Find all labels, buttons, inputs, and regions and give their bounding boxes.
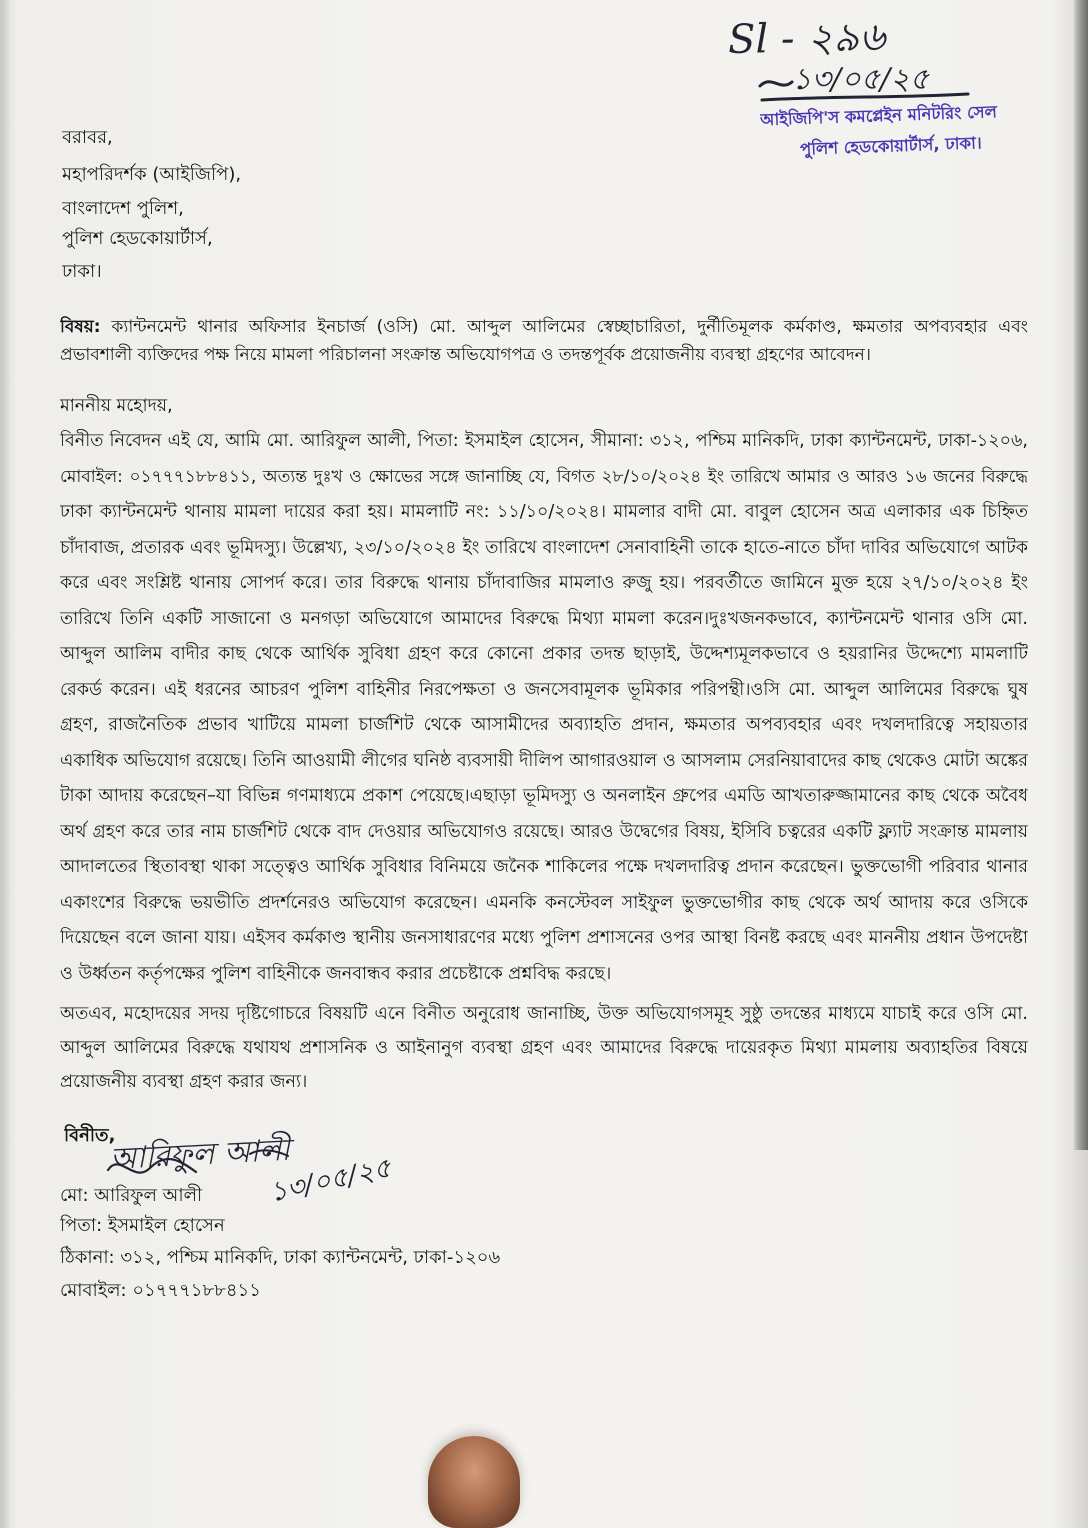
sender-mobile: মোবাইল: ০১৭৭৭১৮৮৪১১ [60, 1280, 261, 1301]
handwritten-serial-number: Sl - ২৯৬ [727, 14, 886, 63]
body-line: দিয়েছেন বলে জানা যায়। এইসব কর্মকাণ্ড স্থানীয় জনসাধারণের মধ্যে পুলিশ প্রশাসনের ওপর আস্থা বিনষ্ট করছে এবং মাননীয় প্রধান উপদেষ্টা [60, 928, 1028, 948]
sender-address: ঠিকানা: ৩১২, পশ্চিম মানিকদি, ঢাকা ক্যান্টনমেন্ট, ঢাকা-১২০৬ [60, 1247, 501, 1268]
closing-paragraph [60, 997, 1028, 1099]
thumb-in-photo [428, 1436, 520, 1528]
addressee-line: বাংলাদেশ পুলিশ, [62, 198, 184, 219]
right-edge-shadow [1074, 0, 1088, 1150]
complaint-cell-stamp-line2: পুলিশ হেডকোয়ার্টার্স, ঢাকা। [799, 133, 983, 159]
body-line: ও উর্ধ্বতন কর্তৃপক্ষের পুলিশ বাহিনীকে জনবান্ধব করার প্রচেষ্টাকে প্রশ্নবিদ্ধ করছে। [60, 963, 612, 984]
complaint-cell-stamp-line1: আইজিপি'স কমপ্লেইন মনিটরিং সেল [759, 102, 998, 130]
addressee-line: মহাপরিদর্শক (আইজিপি), [62, 164, 242, 185]
handwritten-signature-date: ১৩/০৫/২৫ [266, 1152, 395, 1209]
body-line: তারিখে তিনি একটি সাজানো ও মনগড়া অভিযোগে আমাদের বিরুদ্ধে মিথ্যা মামলা করেন।দুঃখজনকভাবে, ক্যান্টনমেন্ট থানার ওসি মো. [60, 608, 1028, 629]
subject-label: বিষয়: [60, 317, 101, 337]
body-line: টাকা আদায় করেছেন–যা বিভিন্ন গণমাধ্যমে প্রকাশ পেয়েছে।এছাড়া ভূমিদস্যু ও অনলাইন গ্রুপের এমডি আখতারুজ্জামানের কাছ থেকে অবৈধ [60, 786, 1028, 806]
body-line: একাধিক অভিযোগ রয়েছে। তিনি আওয়ামী লীগের ঘনিষ্ঠ ব্যবসায়ী দীলিপ আগারওয়াল ও আসলাম সেরনিয়াবাদের কাছ থেকেও মোটা অঙ্কের [60, 750, 1028, 771]
body-line: রেকর্ড করেন। এই ধরনের আচরণ পুলিশ বাহিনীর নিরপেক্ষতা ও জনসেবামূলক ভূমিকার পরিপন্থী।ওসি মো. আব্দুল আলিমের বিরুদ্ধে ঘুষ [60, 679, 1028, 700]
body-line: আব্দুল আলিম বাদীর কাছ থেকে আর্থিক সুবিধা গ্রহণ করে কোনো প্রকার তদন্ত ছাড়াই, উদ্দেশ্যমূলকভাবে ও হয়রানির উদ্দেশ্যে মামলাটি [60, 644, 1028, 664]
handwritten-signature: আরিফুল আলী [109, 1132, 291, 1178]
left-paper-shadow [0, 0, 10, 1528]
handwritten-received-date: ১৩/০৫/২৫ [792, 62, 930, 97]
body-line: চাঁদাবাজ, প্রতারক এবং ভূমিদস্যু। উল্লেখ্য, ২৩/১০/২০২৪ ইং তারিখে বাংলাদেশ সেনাবাহিনী তাকে হাতে-নাতে চাঁদা দাবির অভিযোগে আটক [60, 537, 1028, 558]
addressee-line: পুলিশ হেডকোয়ার্টার্স, [62, 228, 213, 249]
addressee-line: ঢাকা। [62, 261, 102, 282]
body-line: বিনীত নিবেদন এই যে, আমি মো. আরিফুল আলী, পিতা: ইসমাইল হোসেন, সীমানা: ৩১২, পশ্চিম মানিকদি, ঢাকা ক্যান্টনমেন্ট, ঢাকা-১২০৬, [60, 431, 1028, 451]
salutation: মাননীয় মহোদয়, [60, 396, 173, 416]
body-line: মোবাইল: ০১৭৭৭১৮৮৪১১, অত্যন্ত দুঃখ ও ক্ষোভের সঙ্গে জানাচ্ছি যে, বিগত ২৮/১০/২০২৪ ইং তারিখে আমার ও আরও ১৬ জনের বিরুদ্ধে [60, 466, 1028, 487]
sign-off: বিনীত, [64, 1125, 116, 1146]
body-line: ঢাকা ক্যান্টনমেন্ট থানায় মামলা দায়ের করা হয়। মামলাটি নং: ১১/১০/২০২৪। মামলার বাদী মো. বাবুল হোসেন অত্র এলাকার এক চিহ্নিত [60, 502, 1028, 522]
closing-line: আব্দুল আলিমের বিরুদ্ধে যথাযথ প্রশাসনিক ও আইনানুগ ব্যবস্থা গ্রহণ এবং আমাদের বিরুদ্ধে দায়েরকৃত মিথ্যা মামলায় অব্যাহতির বিষয়ে [60, 1038, 1028, 1058]
body-line: গ্রহণ, রাজনৈতিক প্রভাব খাটিয়ে মামলা চার্জশিট থেকে আসামীদের অব্যাহতি প্রদান, ক্ষমতার অপব্যবহার এবং দখলদারিত্বে সহায়তার [60, 715, 1028, 735]
subject-line: প্রভাবশালী ব্যক্তিদের পক্ষ নিয়ে মামলা পরিচালনা সংক্রান্ত অভিযোগপত্র ও তদন্তপূর্বক প্রয়োজনীয় ব্যবস্থা গ্রহণের আবেদন। [60, 345, 871, 365]
body-line: আদালতের স্থিতাবস্থা থাকা সত্ত্বেও আর্থিক সুবিধার বিনিময়ে জনৈক শাকিলের পক্ষে দখলদারিত্ব প্রদান করেছেন। ভুক্তভোগী পরিবার থানার [60, 857, 1028, 877]
closing-line: প্রয়োজনীয় ব্যবস্থা গ্রহণ করার জন্য। [60, 1072, 308, 1092]
sender-father: পিতা: ইসমাইল হোসেন [60, 1215, 225, 1236]
subject-line [60, 313, 1028, 341]
body-line: অর্থ গ্রহণ করে তার নাম চার্জশিট থেকে বাদ দেওয়ার অভিযোগও রয়েছে। আরও উদ্বেগের বিষয়, ইসিবি চত্বরের একটি ফ্ল্যাট সংক্রান্ত মামলায় [60, 821, 1028, 842]
body-line: একাংশের বিরুদ্ধে ভয়ভীতি প্রদর্শনেরও অভিযোগ করেছেন। এমনকি কনস্টেবল সাইফুল ভুক্তভোগীর কাছ থেকে অর্থ আদায় করে ওসিকে [60, 892, 1028, 913]
sender-name: মো: আরিফুল আলী [60, 1185, 203, 1206]
closing-line: অতএব, মহোদয়ের সদয় দৃষ্টিগোচরে বিষয়টি এনে বিনীত অনুরোধ জানাচ্ছি, উক্ত অভিযোগসমূহ সুষ্ঠু তদন্তের মাধ্যমে যাচাই করে ওসি মো. [60, 1004, 1028, 1024]
addressee-line: বরাবর, [62, 127, 113, 148]
subject-text: ক্যান্টনমেন্ট থানার অফিসার ইনচার্জ (ওসি) মো. আব্দুল আলিমের স্বেচ্ছাচারিতা, দুর্নীতিমূলক কর্মকাণ্ড, ক্ষমতার অপব্যবহার এবং [111, 317, 1028, 337]
body-line: করে এবং সংশ্লিষ্ট থানায় সোপর্দ করে। তার বিরুদ্ধে থানায় চাঁদাবাজির মামলাও রুজু হয়। পরবর্তীতে জামিনে মুক্ত হয়ে ২৭/১০/২০২৪ ইং [60, 573, 1028, 593]
body-paragraph [60, 424, 1028, 992]
